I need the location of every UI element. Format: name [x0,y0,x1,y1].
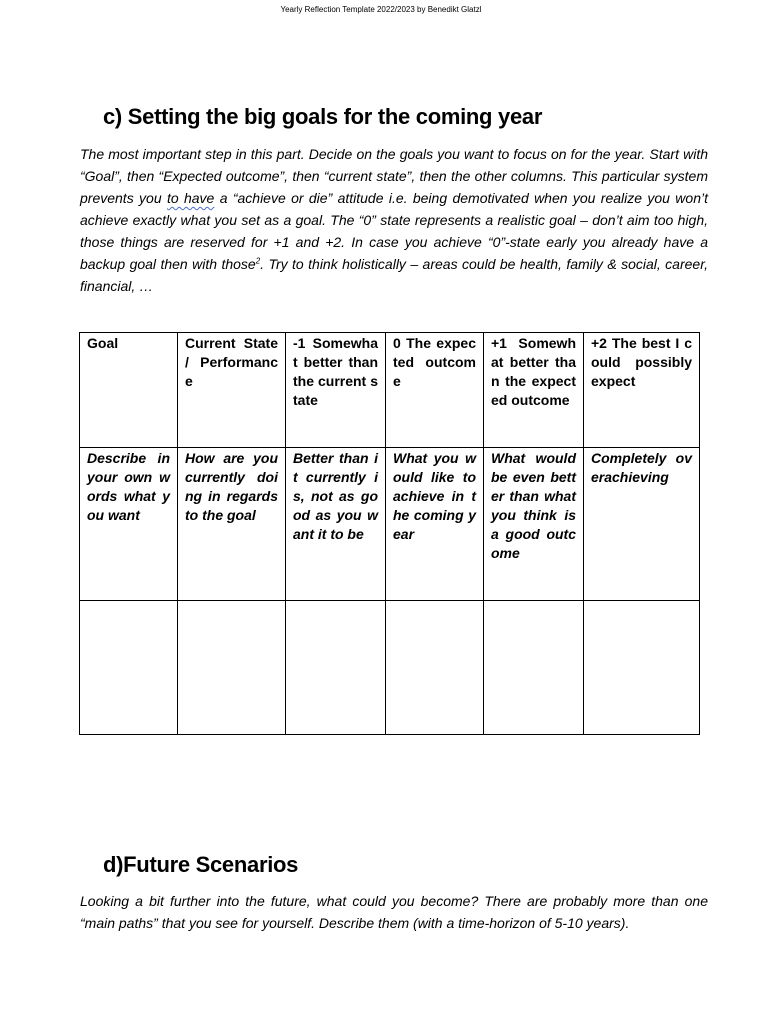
page-header: Yearly Reflection Template 2022/2023 by Benedikt Glatzl [280,5,482,14]
header-minus-1: -1 Somewhat better than the current state [286,333,386,448]
section-d-title-text: Future Scenarios [123,852,299,877]
section-d-title [103,852,298,878]
header-zero: 0 The expected outcome [386,333,484,448]
input-cell-zero[interactable] [386,601,484,735]
para-part-2: a “achieve or die” attitude i.e. being demotivated when you realize you won’t achieve exactly what you set as a goal. The “0” state represents a realistic goal – don’t aim too high, those things are reserved for +1 and +2. In case you achieve “0”-state early you already have a backup goal then with those [80,190,708,272]
section-d-paragraph: Looking a bit further into the future, what could you become? There are probably more than one “main paths” that you see for yourself. Describe them (with a time-horizon of 5-10 years). [80,893,708,931]
header-current-state: Current State / Performance [178,333,286,448]
spellcheck-underlined-text: to have [166,190,215,206]
table-header-row [80,333,700,448]
footnote-mark: 2 [255,256,261,266]
input-cell-goal[interactable] [80,601,178,735]
desc-plus-2: Completely overachieving [584,448,700,601]
goals-table [79,332,700,735]
para-part-1: The most important step in this part. Decide on the goals you want to focus on for the year. Start with “Goal”, then “Expected outcome”, then “current state”, then the other columns. This particular system prevents you [80,146,708,206]
section-c-paragraph [80,143,708,297]
desc-current-state: How are you currently doing in regards to the goal [178,448,286,601]
desc-plus-1: What would be even better than what you think is a good outcome [484,448,584,601]
input-cell-minus-1[interactable] [286,601,386,735]
section-c-title: c) Setting the big goals for the coming year [103,104,543,129]
input-cell-plus-1[interactable] [484,601,584,735]
header-goal: Goal [80,333,178,448]
table-row [80,601,700,735]
table-description-row [80,448,700,601]
input-cell-current-state[interactable] [178,601,286,735]
header-plus-1: +1 Somewhat better than the expected outcome [484,333,584,448]
desc-minus-1: Better than it currently is, not as good as you want it to be [286,448,386,601]
desc-zero: What you would like to achieve in the coming year [386,448,484,601]
header-plus-2: +2 The best I could possibly expect [584,333,700,448]
desc-goal: Describe in your own words what you want [80,448,178,601]
section-d-number: d) [103,852,124,877]
para-part-3: . Try to think holistically – areas could be health, family & social, career, financial, … [80,256,708,294]
input-cell-plus-2[interactable] [584,601,700,735]
